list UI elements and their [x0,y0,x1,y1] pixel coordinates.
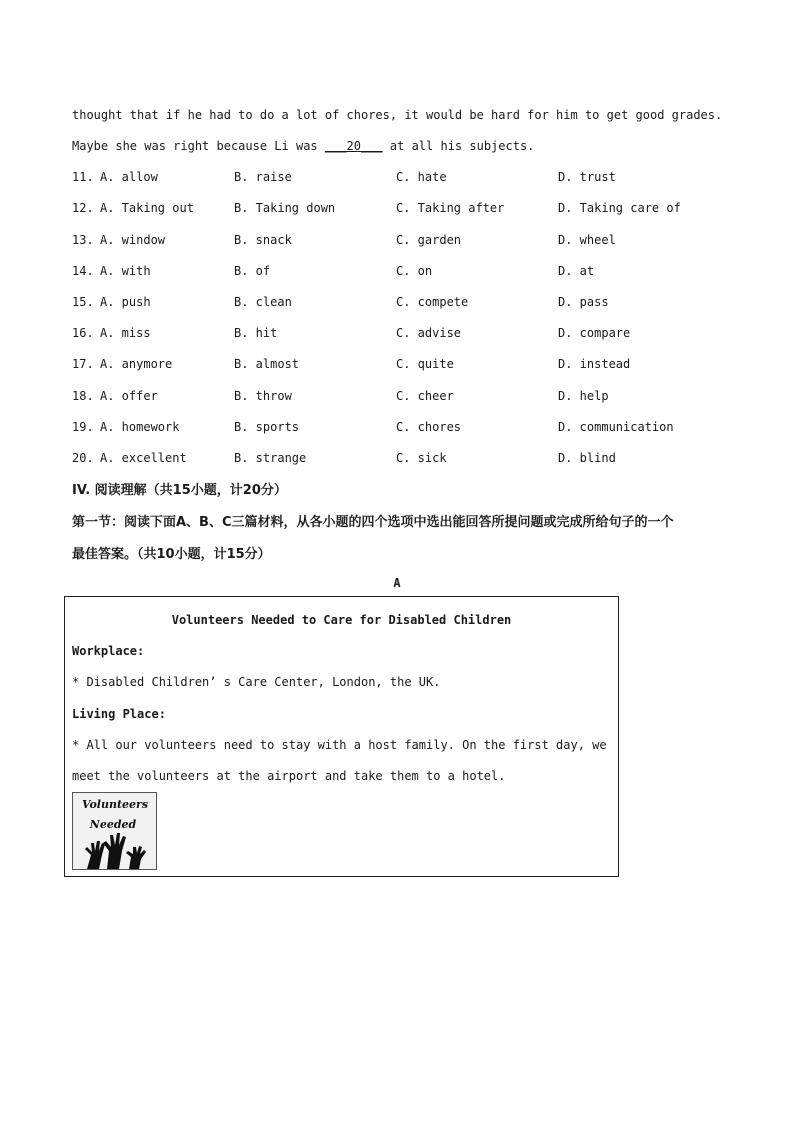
question-row [72,201,712,217]
option-b: B. hit [234,326,278,340]
option-c: C. advise [396,326,462,340]
question-number: 17. [72,357,94,371]
option-b: B. of [234,264,271,278]
option-a: A. anymore [100,357,173,371]
option-c: C. Taking after [396,201,505,215]
option-d: D. Taking care of [558,201,681,215]
question-number: 15. [72,295,94,309]
living-place-text: * All our volunteers need to stay with a host family. On the first day, we [72,738,607,752]
option-a: A. window [100,233,166,247]
option-c: C. sick [396,451,447,465]
option-c: C. chores [396,420,462,434]
option-d: D. instead [558,357,631,371]
living-place-label: Living Place: [72,707,166,721]
option-b: B. snack [234,233,292,247]
option-d: D. at [558,264,595,278]
question-number: 11. [72,170,94,184]
question-row [72,233,712,249]
question-row [72,170,712,186]
section-heading: IV. 阅读理解（共15小题，计20分） [72,483,287,498]
option-d: D. wheel [558,233,616,247]
question-number: 19. [72,420,94,434]
logo-text-1: Volunteers [81,798,149,811]
option-a: A. homework [100,420,180,434]
question-number: 13. [72,233,94,247]
option-c: C. quite [396,357,454,371]
living-place-text-2: meet the volunteers at the airport and take them to a hotel. [72,769,506,783]
passage-text: Maybe she was right because Li was [72,139,325,153]
workplace-label: Workplace: [72,644,145,658]
question-row [72,451,712,467]
option-c: C. cheer [396,389,454,403]
question-row [72,326,712,342]
question-number: 12. [72,201,94,215]
option-b: B. sports [234,420,300,434]
volunteers-needed-logo [72,792,157,870]
question-row [72,295,712,311]
option-d: D. help [558,389,609,403]
blank-20: ___20___ [324,139,383,153]
option-b: B. raise [234,170,292,184]
workplace-text: * Disabled Children’ s Care Center, London, the UK. [72,675,441,689]
option-a: A. push [100,295,151,309]
option-a: A. miss [100,326,151,340]
option-d: D. pass [558,295,609,309]
question-number: 16. [72,326,94,340]
hands-icon [73,793,157,870]
option-d: D. compare [558,326,631,340]
option-a: A. with [100,264,151,278]
option-b: B. almost [234,357,300,371]
option-a: A. excellent [100,451,187,465]
option-b: B. Taking down [234,201,336,215]
option-d: D. communication [558,420,674,434]
notice-title: Volunteers Needed to Care for Disabled Children [171,613,512,627]
part-label: A [393,576,401,590]
option-a: A. Taking out [100,201,194,215]
question-row [72,389,712,405]
option-c: C. on [396,264,433,278]
question-row [72,357,712,373]
question-number: 14. [72,264,94,278]
option-a: A. offer [100,389,158,403]
option-d: D. trust [558,170,616,184]
passage-text-end: at all his subjects. [382,139,535,153]
section-subheading-2: 最佳答案。（共10小题，计15分） [72,547,271,562]
option-a: A. allow [100,170,158,184]
question-row [72,264,712,280]
logo-text-2: Needed [89,818,137,831]
option-b: B. strange [234,451,307,465]
question-row [72,420,712,436]
notice-box [64,596,619,877]
option-c: C. compete [396,295,469,309]
option-d: D. blind [558,451,616,465]
section-subheading: 第一节：阅读下面A、B、C三篇材料，从各小题的四个选项中选出能回答所提问题或完成所给句子的一个 [72,515,674,530]
passage-line-2 [72,139,534,153]
question-number: 18. [72,389,94,403]
passage-line-1: thought that if he had to do a lot of chores, it would be hard for him to get good grades. [72,108,723,122]
option-b: B. clean [234,295,292,309]
option-c: C. hate [396,170,447,184]
option-c: C. garden [396,233,462,247]
option-b: B. throw [234,389,292,403]
question-number: 20. [72,451,94,465]
